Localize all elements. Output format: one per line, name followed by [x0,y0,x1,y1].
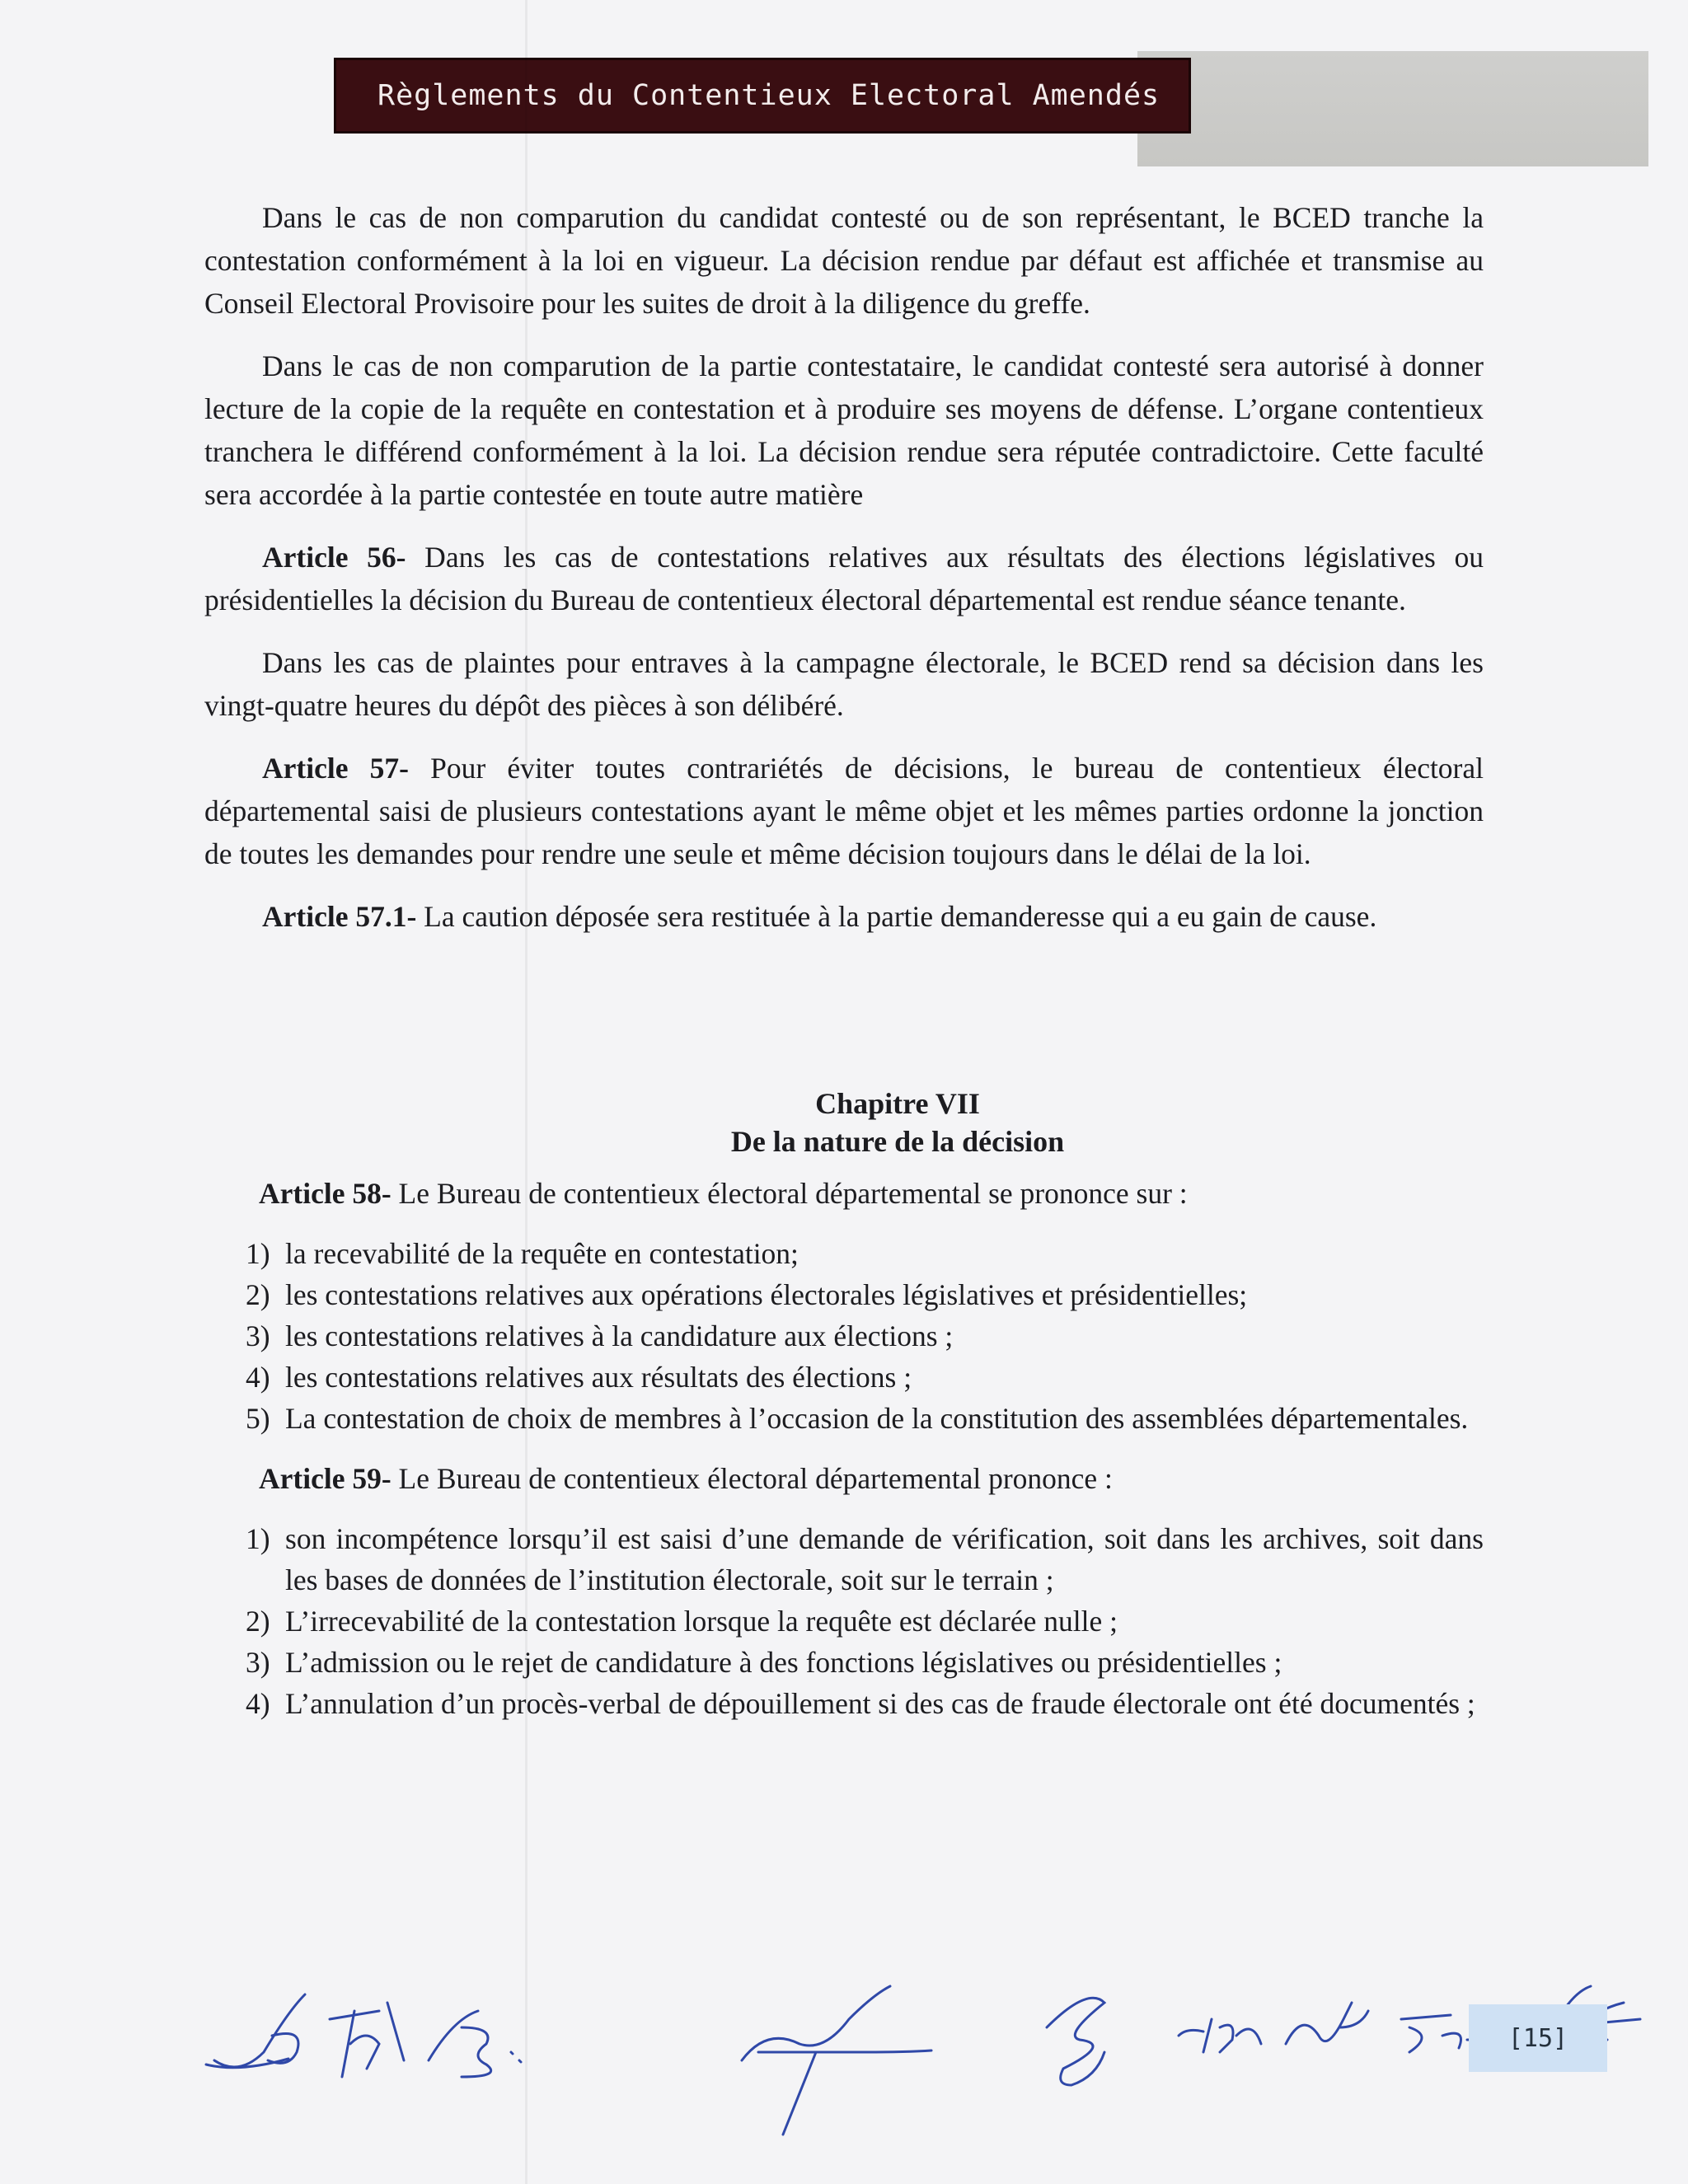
article-58 [259,1172,1484,1215]
list-text: les contestations relatives aux résultats des élections ; [285,1361,912,1394]
list-item [246,1398,1484,1439]
list-text: les contestations relatives à la candidature aux élections ; [285,1319,954,1352]
list-number: 5) [246,1402,270,1435]
signature-3 [429,2011,521,2077]
signature-1 [206,1994,305,2068]
header-grey-band [1137,51,1648,166]
document-title: Règlements du Contentieux Electoral Amendés [377,79,1160,112]
list-number: 2) [246,1605,270,1638]
list-item [246,1357,1484,1398]
list-text: L’irrecevabilité de la contestation lorsque la requête est déclarée nulle ; [285,1605,1118,1638]
list-number: 4) [246,1687,270,1720]
list-text: La contestation de choix de membres à l’occasion de la constitution des assemblées départementales. [285,1402,1469,1435]
list-item [246,1274,1484,1315]
article-59-text: Le Bureau de contentieux électoral départemental prononce : [391,1462,1113,1495]
article-57-1-text: La caution déposée sera restituée à la partie demanderesse qui a eu gain de cause. [416,900,1377,933]
list-text: L’admission ou le rejet de candidature à des fonctions législatives ou présidentielles ; [285,1646,1282,1679]
list-number: 2) [246,1278,270,1311]
list-item [246,1518,1484,1601]
article-59 [259,1457,1484,1500]
signature-4 [742,1986,931,2135]
article-59-list [246,1518,1484,1724]
article-57-text: Pour éviter toutes contrariétés de décisions, le bureau de contentieux électoral départemental saisi de plusieurs contestations ayant le même objet et les mêmes parties ordonne la jonction de toutes les demandes pour rendre une seule et même décision toujours dans le délai de la loi. [204,752,1484,870]
list-item [246,1683,1484,1724]
article-57-1-label: Article 57.1- [262,900,417,933]
article-58-list [246,1233,1484,1439]
list-item [246,1233,1484,1274]
page-number-badge: [15] [1469,2004,1607,2072]
chapter-number: Chapitre VII [815,1087,980,1120]
list-number: 3) [246,1319,270,1352]
signature-2 [330,2003,404,2077]
article-56-text: Dans les cas de contestations relatives aux résultats des élections législatives ou présidentielles la décision du Bureau de contentieux électoral départemental est rendue séance tenante. [204,541,1484,616]
article-56 [204,536,1484,621]
list-item [246,1601,1484,1642]
list-number: 1) [246,1522,270,1555]
article-57-1 [204,895,1484,938]
list-item [246,1642,1484,1683]
article-57-label: Article 57- [262,752,409,785]
chapter-title: De la nature de la décision [730,1125,1065,1158]
list-number: 3) [246,1646,270,1679]
signature-6 [1179,2019,1261,2052]
list-number: 4) [246,1361,270,1394]
paragraph-non-comparution-partie: Dans le cas de non comparution de la partie contestataire, le candidat contesté sera autorisé à donner lecture de la copie de la requête en contestation et à produire ses moyens de défense. L’organe contentieux tranchera le différend conformément à la loi. La décision rendue sera réputée contradictoire. Cette faculté sera accordée à la partie contestée en toute autre matière [204,349,1484,511]
list-item [246,1315,1484,1357]
paragraph-plaintes-campagne: Dans les cas de plaintes pour entraves à la campagne électorale, le BCED rend sa décision dans les vingt-quatre heures du dépôt des pièces à son délibéré. [204,646,1484,722]
paragraph-non-comparution-candidat: Dans le cas de non comparution du candidat contesté ou de son représentant, le BCED tranche la contestation conformément à la loi en vigueur. La décision rendue par défaut est affichée et transmise au Conseil Electoral Provisoire pour les suites de droit à la diligence du greffe. [204,201,1484,320]
list-number: 1) [246,1237,270,1270]
document-body [204,196,1484,1742]
article-59-label: Article 59- [259,1462,392,1495]
header-banner [334,58,1191,134]
list-text: les contestations relatives aux opérations électorales législatives et présidentielles; [285,1278,1248,1311]
handwritten-signatures [190,1961,1673,2151]
article-57 [204,747,1484,875]
list-text: L’annulation d’un procès-verbal de dépouillement si des cas de fraude électorale ont été documentés ; [285,1687,1475,1720]
article-56-label: Article 56- [262,541,406,574]
list-text: la recevabilité de la requête en contestation; [285,1237,799,1270]
article-58-text: Le Bureau de contentieux électoral départemental se prononce sur : [391,1177,1188,1210]
signature-7 [1286,2003,1368,2044]
chapter-heading [312,1085,1484,1160]
article-58-label: Article 58- [259,1177,392,1210]
signature-5 [1047,1998,1104,2085]
list-text: son incompétence lorsqu’il est saisi d’une demande de vérification, soit dans les archives, soit dans les bases de données de l’institution électorale, soit sur le terrain ; [285,1522,1484,1596]
